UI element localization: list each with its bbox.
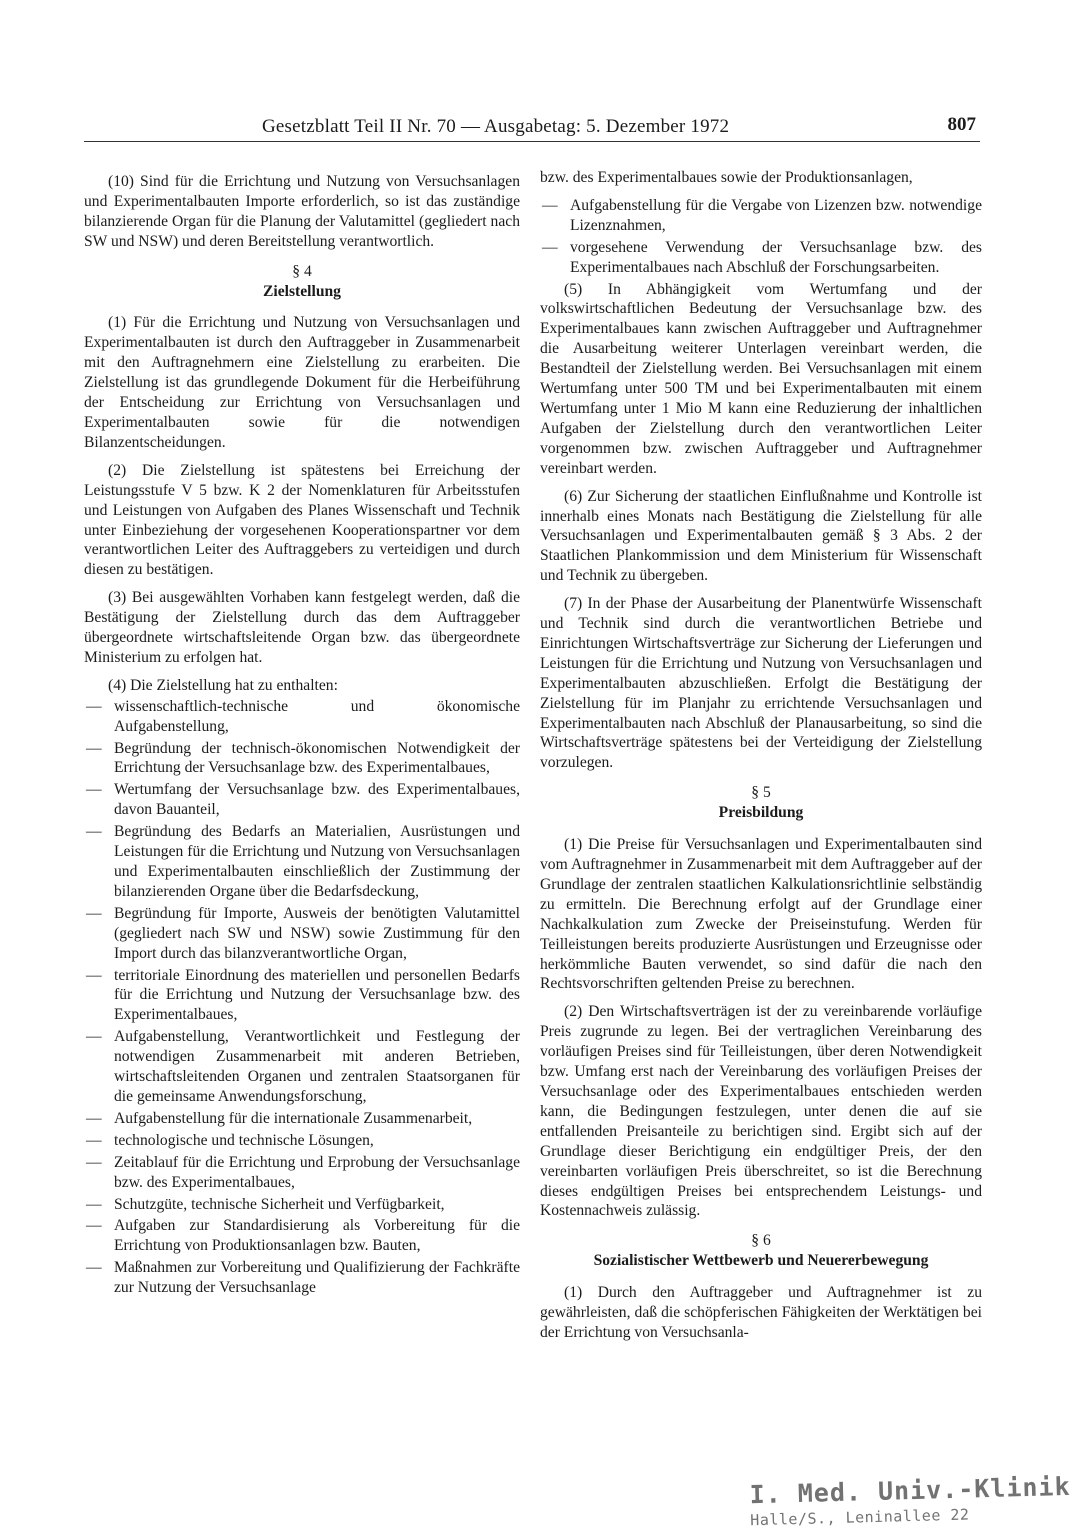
list-item <box>84 1131 520 1151</box>
list-item-text: Maßnahmen zur Vorbereitung und Qualifizierung der Fachkräfte zur Nutzung der Versuchsanlage <box>114 1259 520 1297</box>
list-item <box>84 739 520 779</box>
dash-bullet: — <box>86 1153 102 1171</box>
section-title: Sozialistischer Wettbewerb und Neuererbewegung <box>593 1252 929 1270</box>
list-item-text: territoriale Einordnung des materiellen und personellen Bedarfs für die Errichtung und Nutzung der Versuchsanlage bzw. des Experimentalbaues, <box>114 966 520 1024</box>
paragraph: (7) In der Phase der Ausarbeitung der Planentwürfe Wissenschaft und Technik sind durch die verantwortlichen Betriebe und Einrichtungen Wirtschaftsverträge zur Sicherung der Lieferungen und Leistungen für die Errichtung und Nutzung von Versuchsanlagen und Experimentalbauten abzuschließen. Erfolgt die Bestätigung der Zielstellung für im Planjahr zu errichtende Versuchsanlagen und Experimentalbauten nach Abschluß der Planausarbeitung, so sind die Wirtschaftsverträge spätestens bei der Verteidigung der Zielstellung vorzulegen. <box>540 595 982 772</box>
paragraph: (6) Zur Sicherung der staatlichen Einflußnahme und Kontrolle ist innerhalb eines Monats nach Bestätigung die Zielstellung für alle Versuchsanlagen und Experimentalbauten gemäß § 3 Abs. 2 der Staatlichen Plankommission und dem Ministerium für Wissenschaft und Technik zu übergeben. <box>540 487 982 585</box>
list-item-text: Begründung des Bedarfs an Materialien, Ausrüstungen und Leistungen für die Errichtung und Nutzung von Versuchsanlagen und Experimentalbauten einschließlich der Zustimmung der bilanzierenden Organe über die Bedarfsdeckung, <box>114 823 520 900</box>
page-number: 807 <box>947 114 976 135</box>
dash-bullet: — <box>86 823 102 841</box>
section-number: § 6 <box>751 1232 771 1250</box>
list-item-text: Zeitablauf für die Errichtung und Erprobung der Versuchsanlage bzw. des Experimentalbaues, <box>114 1153 520 1191</box>
list-item-text: Begründung der technisch-ökonomischen Notwendigkeit der Errichtung der Versuchsanlage bzw. des Experimentalbaues, <box>114 739 520 777</box>
list-item <box>84 1216 520 1256</box>
left-column <box>84 172 520 1300</box>
list-item-text: Wertumfang der Versuchsanlage bzw. des Experimentalbaues, davon Bauanteil, <box>114 781 520 819</box>
list-item <box>84 697 520 737</box>
list-item <box>84 1195 520 1215</box>
section-title: Preisbildung <box>718 804 804 822</box>
list-item-text: Aufgabenstellung für die internationale Zusammenarbeit, <box>114 1109 473 1127</box>
dash-bullet: — <box>86 1195 102 1213</box>
list-item-text: technologische und technische Lösungen, <box>114 1131 374 1149</box>
section-number: § 4 <box>292 262 312 280</box>
dash-bullet: — <box>86 1131 102 1149</box>
dash-bullet: — <box>86 966 102 984</box>
dash-bullet: — <box>86 904 102 922</box>
list-item-text: Aufgabenstellung, Verantwortlichkeit und Festlegung der notwendigen Zusammenarbeit mit anderen Betrieben, wirtschaftsleitenden Organen und zentralen Staatsorganen für die gemeinsame Anwendungsforschung, <box>114 1028 520 1105</box>
paragraph: (4) Die Zielstellung hat zu enthalten: <box>108 676 338 694</box>
dash-bullet: — <box>86 1109 102 1127</box>
paragraph: (2) Die Zielstellung ist spätestens bei Erreichung der Leistungsstufe V 5 bzw. K 2 der Nomenklaturen für Arbeitsstufen und Leistungen von Aufgaben des Planes Wissenschaft und Technik unter Einbeziehung der vorgesehenen Kooperationspartner vor dem verantwortlichen Leiter des Auftraggebers zu verteidigen und durch diesen zu bestätigen. <box>84 461 520 579</box>
paragraph: (10) Sind für die Errichtung und Nutzung von Versuchsanlagen und Experimentalbauten Importe erforderlich, so ist das zuständige bilanzierende Organ für die Planung der Valutamittel (gegliedert nach SW und NSW) und deren Bereitstellung verantwortlich. <box>84 173 520 250</box>
running-header <box>84 112 980 142</box>
list-item-text: Aufgabenstellung für die Vergabe von Lizenzen bzw. notwendige Lizenznahmen, <box>570 196 982 234</box>
list-item <box>84 1027 520 1107</box>
list-item <box>84 780 520 820</box>
dash-bullet: — <box>542 238 558 256</box>
list-item-text: Aufgaben zur Standardisierung als Vorbereitung für die Errichtung von Produktionsanlagen bzw. Bauten, <box>114 1217 520 1255</box>
continued-text: bzw. des Experimentalbaues sowie der Produktionsanlagen, <box>540 169 913 186</box>
paragraph: (1) Für die Errichtung und Nutzung von Versuchsanlagen und Experimentalbauten ist durch den Auftraggeber in Zusammenarbeit mit den Auftragnehmern eine Zielstellung zu erarbeiten. Die Zielstellung ist das grundlegende Dokument für die Herbeiführung der Entscheidung zur Errichtung von Versuchsanlagen und Experimentalbauten sowie für die notwendigen Bilanzentscheidungen. <box>84 314 520 451</box>
list-item <box>84 966 520 1026</box>
list-item <box>540 238 982 278</box>
dash-bullet: — <box>542 196 558 214</box>
section-number: § 5 <box>751 784 771 802</box>
header-title: Gesetzblatt Teil II Nr. 70 — Ausgabetag: 5. Dezember 1972 <box>262 116 730 137</box>
paragraph: (3) Bei ausgewählten Vorhaben kann festgelegt werden, daß die Bestätigung der Zielstellung durch das dem Auftraggeber übergeordnete wirtschaftsleitende Organ bzw. das übergeordnete Ministerium zu erfolgen hat. <box>84 589 520 666</box>
library-stamp <box>749 1471 1071 1539</box>
dash-bullet: — <box>86 697 102 715</box>
dash-bullet: — <box>86 1028 102 1046</box>
right-column <box>540 168 982 1351</box>
dash-bullet: — <box>86 781 102 799</box>
list-item <box>84 822 520 902</box>
header-rule <box>84 141 980 142</box>
stamp-institution: I. Med. Univ.-Klinik <box>749 1471 1071 1510</box>
paragraph: (1) Die Preise für Versuchsanlagen und Experimentalbauten sind vom Auftragnehmer in Zusammenarbeit mit dem Auftraggeber auf der Grundlage der zentralen staatlichen Kalkulationsrichtlinie selbständig zu ermitteln. Die Berechnung erfolgt auf der Grundlage einer Nachkalkulation zum Zwecke der Preiseinstufung. Werden für Teilleistungen bereits produzierte Ausrüstungen und Erzeugnisse oder herkömmliche Bauten verwendet, so sind dafür die nach den Rechtsvorschriften geltenden Preise zu berechnen. <box>540 836 982 993</box>
list-item-text: wissenschaftlich-technische und ökonomische Aufgabenstellung, <box>114 697 520 735</box>
list-item <box>84 1153 520 1193</box>
list-item <box>540 196 982 236</box>
dash-bullet: — <box>86 739 102 757</box>
stamp-address: Halle/S., Leninallee 22 <box>750 1505 970 1530</box>
list-item <box>84 1258 520 1298</box>
paragraph: (2) Den Wirtschaftsverträgen ist der zu vereinbarende vorläufige Preis zugrunde zu legen. Bei der vertraglichen Vereinbarung des vorläufigen Preises sind für Teilleistungen, über deren Notwendigkeit bzw. Umfang erst nach der Vereinbarung des vorläufigen Preises der Versuchsanlage oder des Experimentalbaues entschieden werden kann, die Bedingungen festzulegen, unter denen die auf sie entfallenden Preisanteile zu berichtigen sind. Ergibt sich auf der Grundlage dieser Berichtigung ein endgültiger Preis, der den vereinbarten vorläufigen Preis überschreitet, so ist die Berechnung dieses endgültigen Preises bei entsprechendem Leistungs- und Kostennachweis zulässig. <box>540 1003 982 1220</box>
dash-bullet: — <box>86 1217 102 1235</box>
list-item-text: vorgesehene Verwendung der Versuchsanlage bzw. des Experimentalbaues nach Abschluß der Forschungsarbeiten. <box>570 238 982 276</box>
list-item <box>84 904 520 964</box>
section-title: Zielstellung <box>263 282 341 300</box>
paragraph: (5) In Abhängigkeit vom Wertumfang und der volkswirtschaftlichen Bedeutung der Versuchsanlage bzw. des Experimentalbaues kann zwischen Auftraggeber und Auftragnehmer die Ausarbeitung weiterer Unterlagen vereinbart werden, die Bestandteil der Zielstellung werden. Bei Versuchsanlagen mit einem Wertumfang unter 500 TM und bei Experimentalbauten mit einem Wertumfang unter 1 Mio M kann eine Reduzierung der inhaltlichen Aufgaben der Zielstellung durch den verantwortlichen Leiter vorgenommen bzw. zwischen Auftraggeber und Auftragnehmer vereinbart werden. <box>540 280 982 477</box>
list-item <box>84 1109 520 1129</box>
list-item-text: Begründung für Importe, Ausweis der benötigten Valutamittel (gegliedert nach SW und NSW) sowie Zustimmung für den Import durch das bilanzverantwortliche Organ, <box>114 904 520 962</box>
paragraph: (1) Durch den Auftraggeber und Auftragnehmer ist zu gewährleisten, daß die schöpferischen Fähigkeiten der Werktätigen bei der Errichtung von Versuchsanla- <box>540 1284 982 1341</box>
list-item-text: Schutzgüte, technische Sicherheit und Verfügbarkeit, <box>114 1195 445 1213</box>
dash-bullet: — <box>86 1259 102 1277</box>
